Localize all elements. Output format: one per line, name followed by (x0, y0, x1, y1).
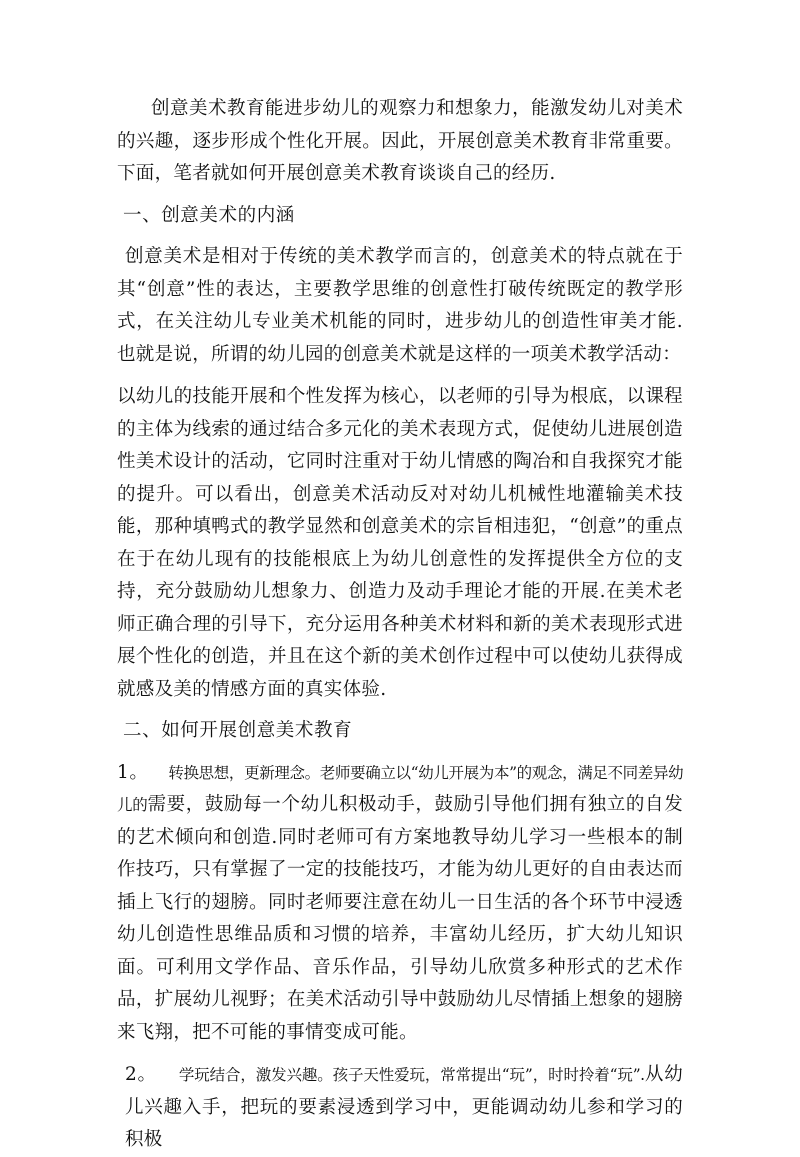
intro-paragraph: 创意美术教育能进步幼儿的观察力和想象力，能激发幼儿对美术的兴趣，逐步形成个性化开展。因此，开展创意美术教育非常重要。下面，笔者就如何开展创意美术教育谈谈自己的经历. (117, 98, 683, 184)
section-1-paragraph-1: 创意美术是相对于传统的美术教学而言的，创意美术的特点就在于其“创意”性的表达，主要教学思维的创意性打破传统既定的教学形式，在关注幼儿专业美术机能的同时，进步幼儿的创造性审美才能.也就是说，所谓的幼儿园的创意美术就是这样的一项美术教学活动： (117, 246, 683, 365)
paragraph-gap (117, 1049, 683, 1059)
paragraph-gap (117, 371, 683, 381)
document-page (117, 93, 683, 1157)
list-item-2-lead: 学玩结合，激发兴趣。孩子天性爱玩，常常提出“玩”，时时拎着“玩”. (178, 1066, 645, 1084)
section-2-heading: 二、如何开展创意美术教育 (123, 720, 353, 741)
list-item-1-body: 需要，鼓励每一个幼儿积极动手，鼓励引导他们拥有独立的自发的艺术倾向和创造.同时老师可有方案地教导幼儿学习一些根本的制作技巧，只有掌握了一定的技能技巧，才能为幼儿更好的自由表达而插上飞行的翅膀。同时老师要注意在幼儿一日生活的各个环节中浸透幼儿创造性思维品质和习惯的培养，丰富幼儿经历，扩大幼儿知识面。可利用文学作品、音乐作品，引导幼儿欣赏多种形式的艺术作品，扩展幼儿视野；在美术活动引导中鼓励幼儿尽情插上想象的翅膀来飞翔，把不可能的事情变成可能。 (117, 794, 683, 1043)
list-item-1-number: 1。 (117, 761, 149, 783)
list-item-2-number: 2。 (125, 1064, 157, 1085)
list-item-1-lead: 转换思想，更新理念。老师要确立以“幼儿开展为本”的观念，满足不同差异幼儿的 (117, 763, 683, 814)
list-item-2 (117, 1059, 683, 1157)
list-item-2-body: 从幼儿兴趣入手，把玩的要素浸透到学习中，更能调动幼儿参和学习的积极 (125, 1064, 683, 1150)
section-1-paragraph-2: 以幼儿的技能开展和个性发挥为核心，以老师的引导为根底，以课程的主体为线索的通过结合多元化的美术表现方式，促使幼儿进展创造性美术设计的活动，它同时注重对于幼儿情感的陶冶和自我探究才能的提升。可以看出，创意美术活动反对对幼儿机械性地灌输美术技能，那种填鸭式的教学显然和创意美术的宗旨相违犯，“创意”的重点在于在幼儿现有的技能根底上为幼儿创意性的发挥提供全方位的支持，充分鼓励幼儿想象力、创造力及动手理论才能的开展.在美术老师正确合理的引导下，充分运用各种美术材料和新的美术表现形式进展个性化的创造，并且在这个新的美术创作过程中可以使幼儿获得成就感及美的情感方面的真实体验. (117, 386, 683, 700)
section-1-heading: 一、创意美术的内涵 (123, 204, 295, 226)
list-item-1 (117, 757, 683, 1050)
